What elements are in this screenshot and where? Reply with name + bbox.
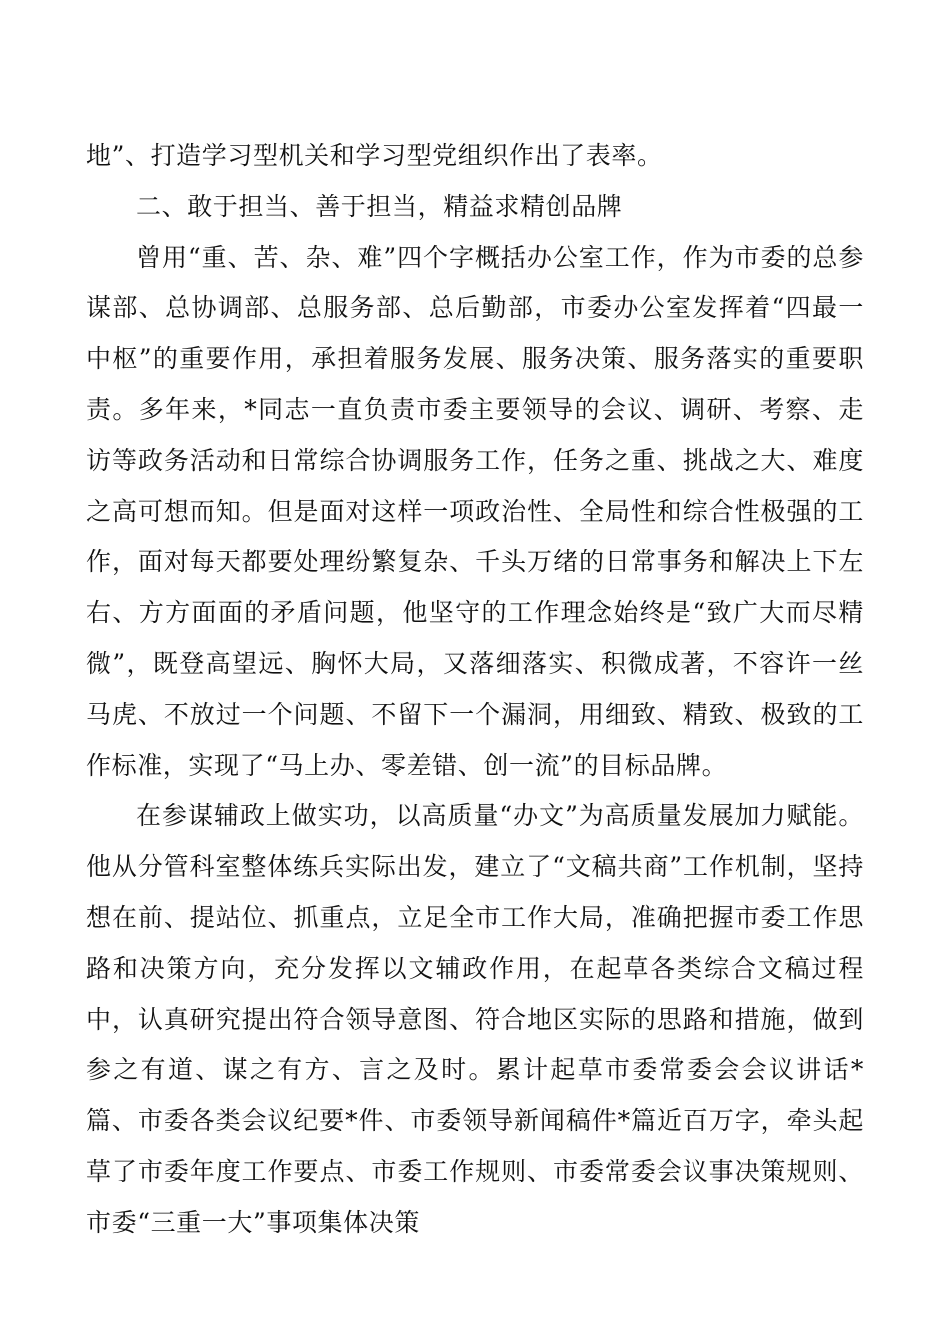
section-heading: 二、敢于担当、善于担当，精益求精创品牌 bbox=[136, 191, 623, 221]
paragraph-continuation: 地”、打造学习型机关和学习型党组织作出了表率。 bbox=[86, 141, 663, 170]
paragraph: 曾用“重、苦、杂、难”四个字概括办公室工作，作为市委的总参谋部、总协调部、总服务部、总后勤部，市委办公室发挥着“四最一中枢”的重要作用，承担着服务发展、服务决策、服务落实的重要职责。多年来，*同志一直负责市委主要领导的会议、调研、考察、走访等政务活动和日常综合协调服务工作，任务之重、挑战之大、难度之高可想而知。但是面对这样一项政治性、全局性和综合性极强的工作，面对每天都要处理纷繁复杂、千头万绪的日常事务和解决上下左右、方方面面的矛盾问题，他坚守的工作理念始终是“致广大而尽精微”，既登高望远、胸怀大局，又落细落实、积微成著，不容许一丝马虎、不放过一个问题、不留下一个漏洞，用细致、精致、极致的工作标准，实现了“马上办、零差错、创一流”的目标品牌。 bbox=[86, 242, 864, 780]
document-body bbox=[86, 131, 864, 1249]
paragraph: 在参谋辅政上做实功，以高质量“办文”为高质量发展加力赋能。他从分管科室整体练兵实际出发，建立了“文稿共商”工作机制，坚持想在前、提站位、抓重点，立足全市工作大局，准确把握市委工作思路和决策方向，充分发挥以文辅政作用，在起草各类综合文稿过程中，认真研究提出符合领导意图、符合地区实际的思路和措施，做到参之有道、谋之有方、言之及时。累计起草市委常委会会议讲话*篇、市委各类会议纪要*件、市委领导新闻稿件*篇近百万字，牵头起草了市委年度工作要点、市委工作规则、市委常委会议事决策规则、市委“三重一大”事项集体决策 bbox=[86, 801, 864, 1237]
